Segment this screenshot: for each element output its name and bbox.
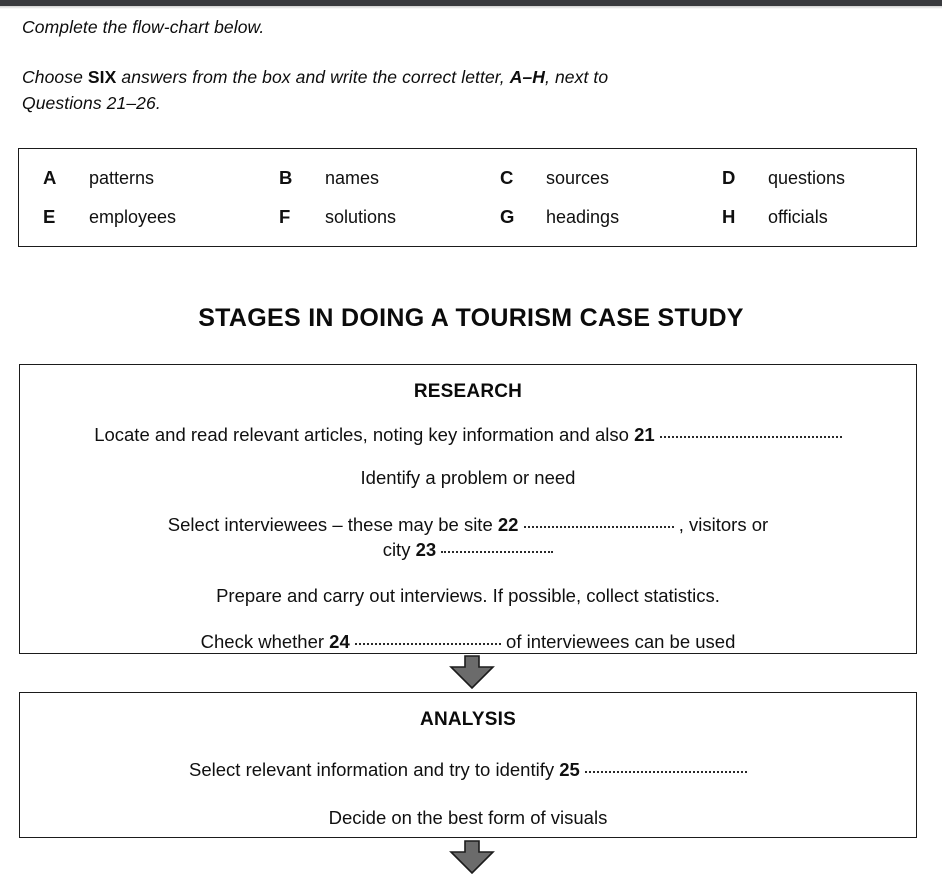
stage-heading-analysis: ANALYSIS xyxy=(420,709,516,730)
option-a-word: patterns xyxy=(89,168,155,188)
research-step-5 xyxy=(20,583,916,608)
option-a-letter: A xyxy=(43,167,57,188)
analysis-step-1-text: Select relevant information and try to identify xyxy=(189,759,560,780)
question-number-25: 25 xyxy=(559,759,580,780)
research-step-1-text: Locate and read relevant articles, noting key information and also xyxy=(94,424,635,445)
research-step-3 xyxy=(20,512,916,562)
option-f-word: solutions xyxy=(325,207,397,227)
answer-blank-23[interactable] xyxy=(441,538,553,557)
analysis-step-2 xyxy=(20,805,916,830)
instruction-line-3: Questions 21–26. xyxy=(22,93,161,113)
option-d-word: questions xyxy=(768,168,846,188)
option-h-word: officials xyxy=(768,207,828,227)
option-b[interactable] xyxy=(279,167,379,189)
instruction-line-2 xyxy=(22,64,902,90)
option-c-letter: C xyxy=(500,167,514,188)
instruction-line-2-part2: answers from the box and write the correct letter, xyxy=(116,67,510,87)
answer-blank-21[interactable] xyxy=(660,423,842,442)
research-step-6-text: Check whether xyxy=(200,631,330,652)
option-g-word: headings xyxy=(546,207,620,227)
research-step-3-tail: , visitors or xyxy=(673,514,769,535)
scan-top-strip-fade xyxy=(0,6,942,9)
flow-chart-title: STAGES IN DOING A TOURISM CASE STUDY xyxy=(198,304,744,332)
instruction-line-2-part1: Choose xyxy=(22,67,88,87)
option-a[interactable] xyxy=(43,167,154,189)
research-step-3-text: Select interviewees – these may be site xyxy=(167,514,498,535)
stage-heading-research: RESEARCH xyxy=(413,381,523,402)
flow-stage-research xyxy=(19,364,917,654)
flow-arrow-down-icon-2 xyxy=(449,840,495,874)
instruction-six-emphasis: SIX xyxy=(87,67,117,87)
flow-stage-analysis xyxy=(19,692,917,838)
question-number-22: 22 xyxy=(497,514,519,535)
option-h[interactable] xyxy=(722,206,828,228)
option-f-letter: F xyxy=(279,206,291,227)
research-step-2-text: Identify a problem or need xyxy=(360,467,576,488)
instruction-line-2-part3: , next to xyxy=(545,67,609,87)
answer-blank-24[interactable] xyxy=(355,630,501,649)
option-h-letter: H xyxy=(722,206,736,227)
option-g[interactable] xyxy=(500,206,619,228)
option-d-letter: D xyxy=(722,167,736,188)
question-number-21: 21 xyxy=(634,424,655,445)
option-e-word: employees xyxy=(89,207,177,227)
research-step-2 xyxy=(20,465,916,490)
research-step-5-text: Prepare and carry out interviews. If possible, collect statistics. xyxy=(216,585,720,606)
instruction-letter-range: A–H xyxy=(509,67,546,87)
answer-blank-25[interactable] xyxy=(585,758,747,777)
research-step-6 xyxy=(20,629,916,654)
instruction-line-1: Complete the flow-chart below. xyxy=(22,17,265,37)
option-e[interactable] xyxy=(43,206,176,228)
option-e-letter: E xyxy=(43,206,56,227)
answer-blank-22[interactable] xyxy=(524,513,674,532)
answer-options-box xyxy=(18,148,917,247)
analysis-step-1 xyxy=(20,757,916,782)
research-step-6-tail: of interviewees can be used xyxy=(500,631,736,652)
analysis-step-2-text: Decide on the best form of visuals xyxy=(328,807,608,828)
option-f[interactable] xyxy=(279,206,396,228)
flow-arrow-down-icon-1 xyxy=(449,655,495,689)
option-b-word: names xyxy=(325,168,380,188)
research-step-1 xyxy=(20,422,916,447)
answer-options-grid xyxy=(19,149,916,246)
option-c-word: sources xyxy=(546,168,610,188)
question-number-24: 24 xyxy=(329,631,350,652)
option-b-letter: B xyxy=(279,167,293,188)
question-number-23: 23 xyxy=(415,539,437,560)
option-g-letter: G xyxy=(500,206,515,227)
instructions-block xyxy=(22,14,902,116)
research-step-4-text: city xyxy=(382,539,416,560)
option-c[interactable] xyxy=(500,167,609,189)
option-d[interactable] xyxy=(722,167,845,189)
